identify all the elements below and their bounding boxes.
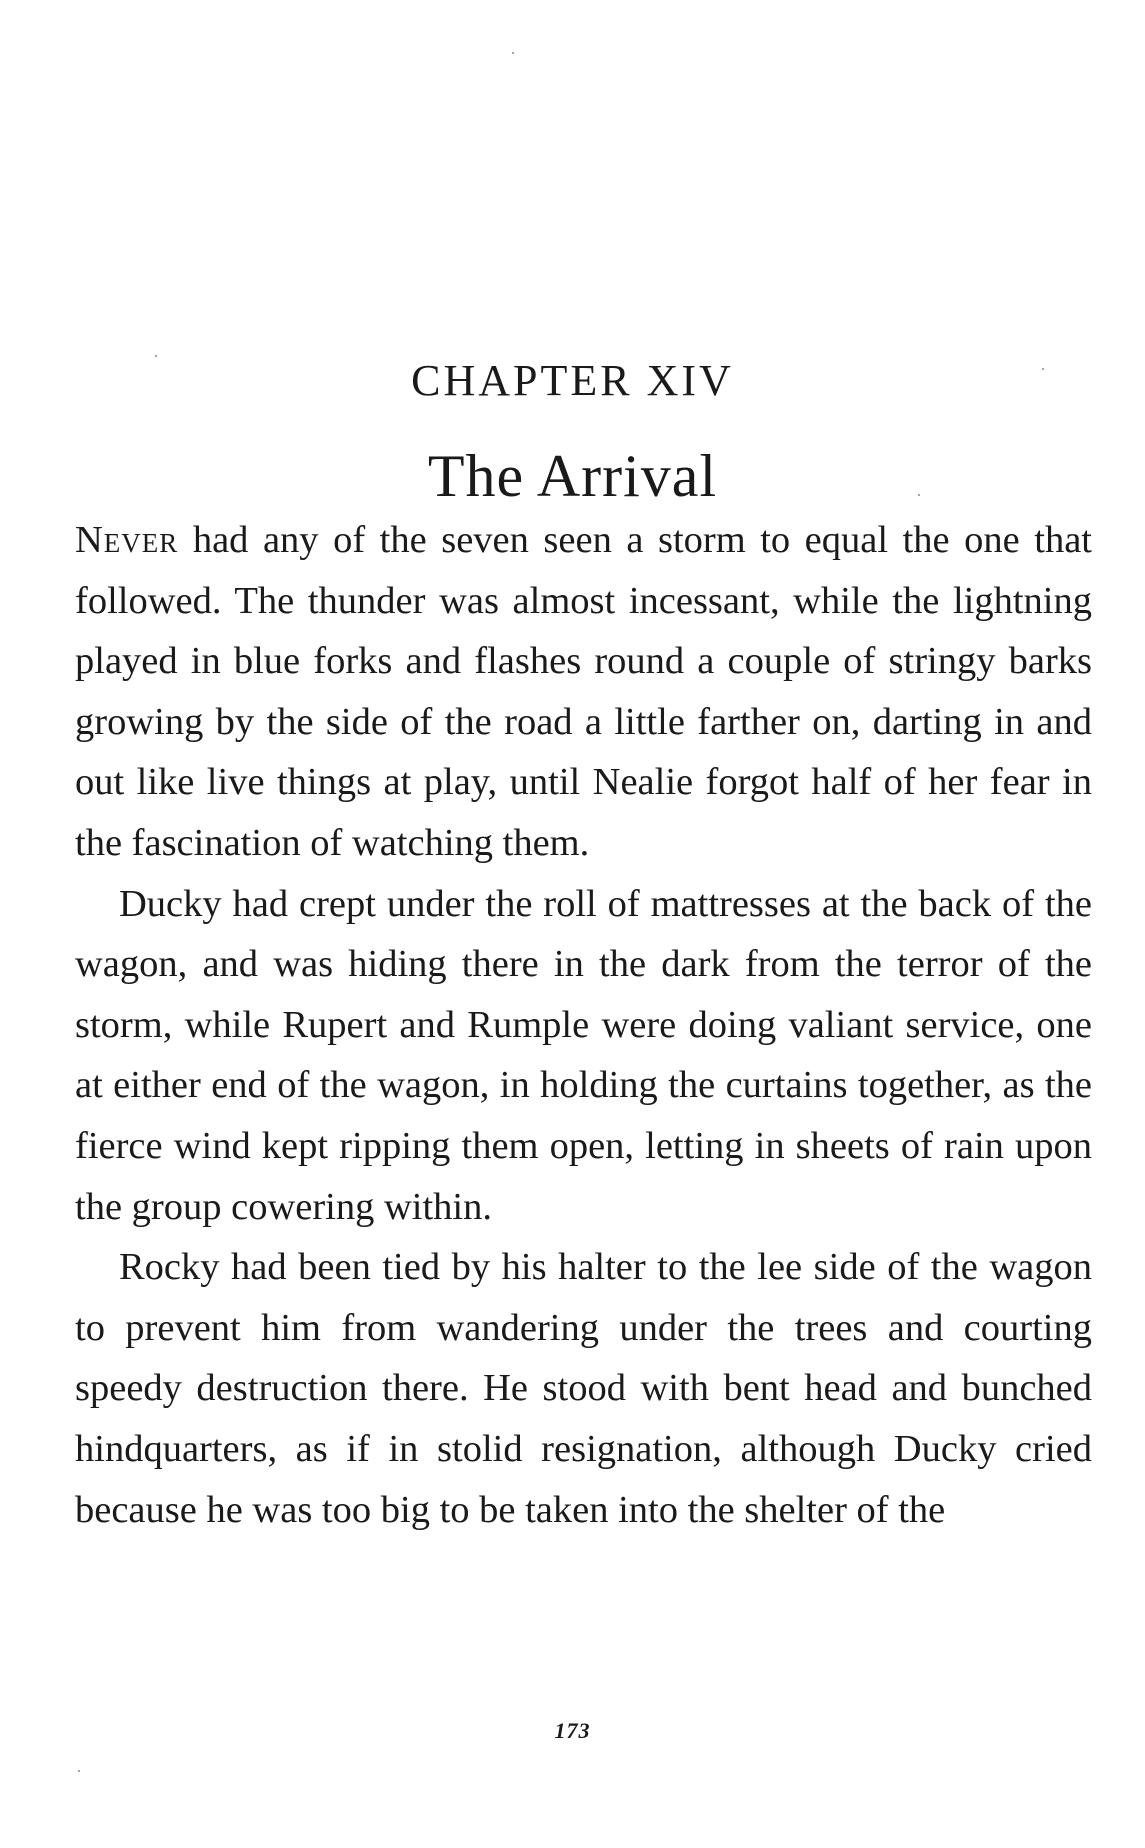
paper-speck: [512, 52, 514, 54]
paper-speck: [78, 1770, 80, 1772]
paragraph-3: Rocky had been tied by his halter to the lee side of the wagon to prevent him from wandering under the trees and courting speedy destruction there. He stood with bent head and bunched hindquarters, as if in stolid resignation, although Ducky cried because he was too big to be taken into the shelter of the: [75, 1246, 1092, 1531]
paragraph-text: had any of the seven seen a storm to equal the one that followed. The thunder was almost incessant, while the lightning played in blue forks and flashes round a couple of stringy barks growing by the side of the road a little farther on, darting in and out like live things at play, until Nealie forgot half of her fear in the fascination of watching them.: [75, 519, 1092, 864]
paragraph-2: Ducky had crept under the roll of mattresses at the back of the wagon, and was hiding there in the dark from the terror of the storm, while Rupert and Rumple were doing valiant service, one at either end of the wagon, in holding the curtains together, as the fierce wind kept ripping them open, letting in sheets of rain upon the group cowering within.: [75, 882, 1092, 1228]
paragraph-1: [75, 510, 1092, 874]
opening-word: Never: [75, 519, 179, 561]
chapter-number: CHAPTER XIV: [411, 355, 734, 405]
page-number: 173: [554, 1718, 591, 1743]
chapter-body: [75, 510, 1092, 1540]
chapter-title: The Arrival: [427, 443, 718, 510]
